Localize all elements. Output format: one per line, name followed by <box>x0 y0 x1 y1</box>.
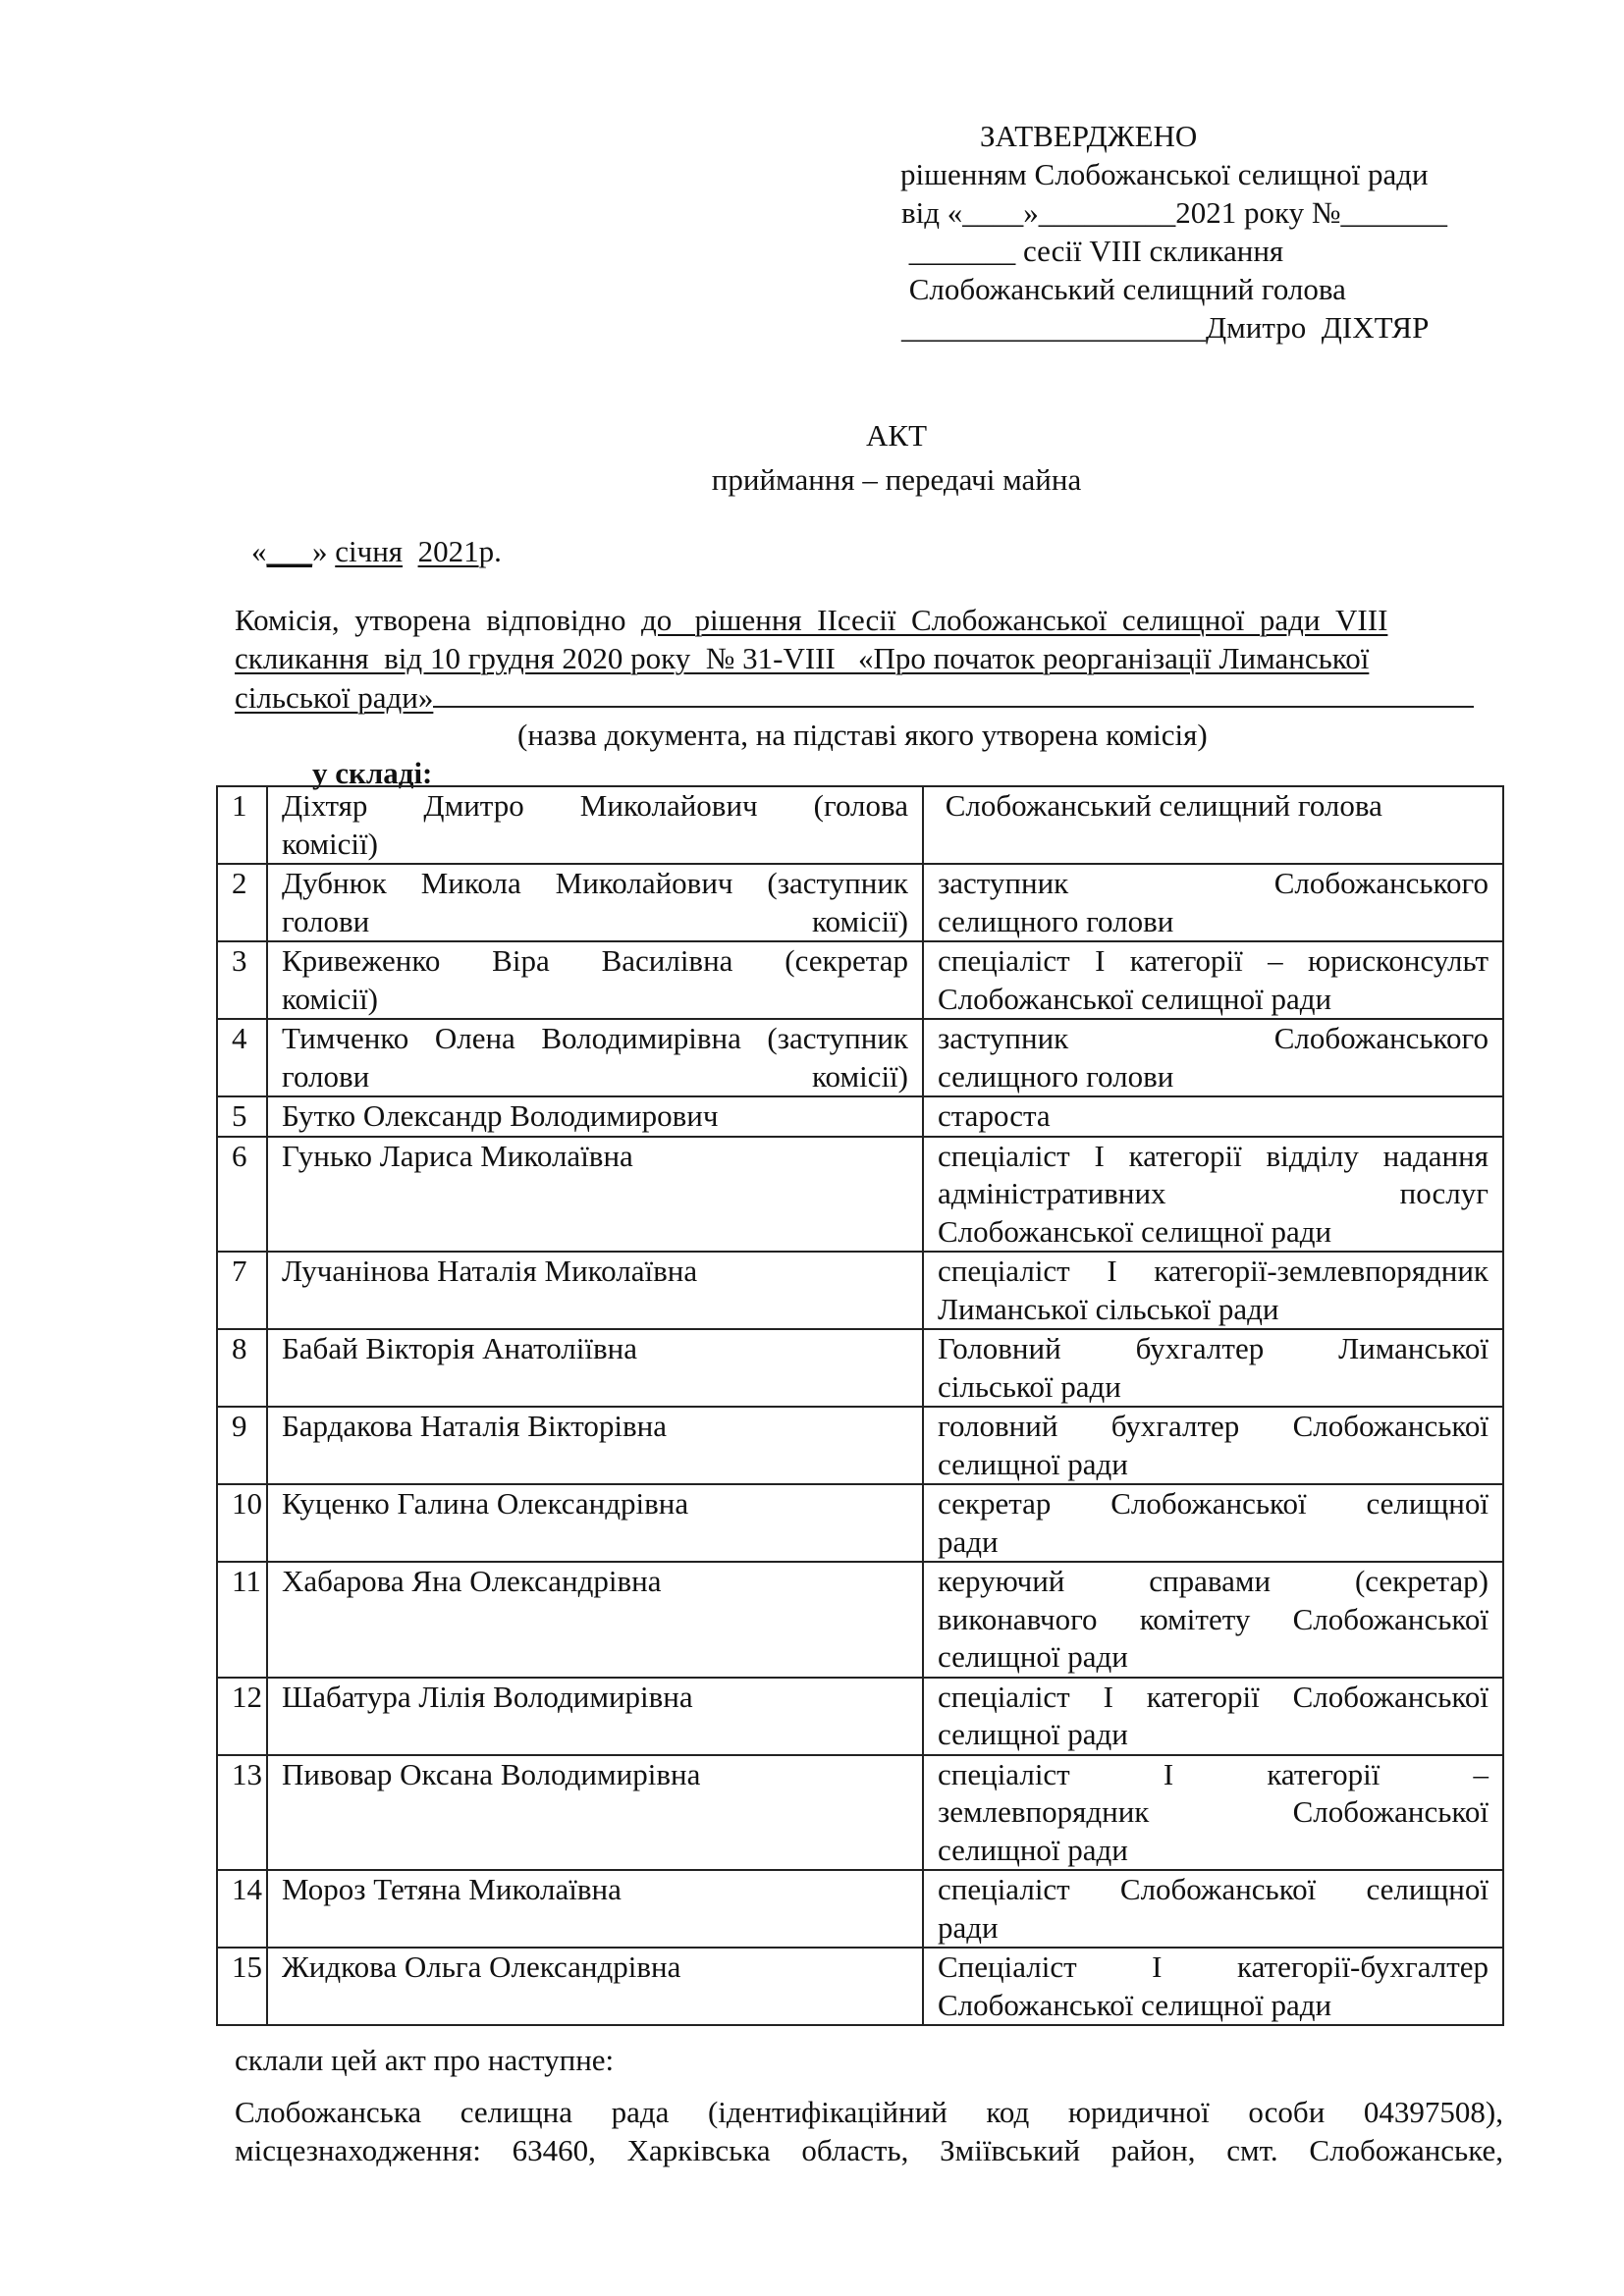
member-position-line: Слобожанської селищної ради <box>938 1213 1332 1249</box>
member-position-line: спеціаліст Слобожанської селищної <box>938 1872 1489 1906</box>
member-position-line: ради <box>938 1909 999 1945</box>
member-name <box>267 1948 923 2025</box>
member-position <box>923 1484 1503 1562</box>
member-position-line: Слобожанський селищний голова <box>938 788 1382 823</box>
member-name <box>267 941 923 1019</box>
member-number: 3 <box>217 941 267 1019</box>
member-position-line: керуючий справами (секретар) <box>938 1564 1489 1598</box>
approval-signer-title: Слобожанський селищний голова <box>901 272 1346 306</box>
member-position-line: виконавчого комітету Слобожанської <box>938 1601 1489 1636</box>
member-name <box>267 786 923 864</box>
member-position <box>923 864 1503 941</box>
member-name-line: комісії) <box>282 981 378 1016</box>
member-row <box>217 1870 1503 1948</box>
member-name-line: Бутко Олександр Володимирович <box>282 1098 719 1133</box>
member-name <box>267 1019 923 1096</box>
date-day-blank: ___ <box>266 534 312 568</box>
member-row <box>217 1407 1503 1484</box>
composition-label: у складі: <box>312 756 433 790</box>
member-number: 10 <box>217 1484 267 1562</box>
member-position-line: Головний бухгалтер Лиманської <box>938 1331 1489 1365</box>
member-name-line: комісії) <box>282 826 378 861</box>
member-position <box>923 1678 1503 1755</box>
approval-session-line: _______ сесії VIII скликання <box>901 234 1284 268</box>
member-position-line: селищної ради <box>938 1832 1128 1867</box>
member-position-line: спеціаліст І категорії Слобожанської <box>938 1679 1489 1714</box>
member-position-line: сільської ради <box>938 1368 1121 1404</box>
member-name-line: Шабатура Лілія Володимирівна <box>282 1679 693 1714</box>
member-position-line: ради <box>938 1523 999 1559</box>
council-details-line-2: місцезнаходження: 63460, Харківська область, Зміївський район, смт. Слобожанське, <box>235 2133 1503 2167</box>
member-number: 6 <box>217 1137 267 1253</box>
member-name-line: голови комісії) <box>282 903 908 938</box>
member-position-line: заступник Слобожанського <box>938 866 1489 900</box>
date-suffix: р. <box>478 534 502 568</box>
member-row <box>217 786 1503 864</box>
member-name-line: Тимченко Олена Володимирівна (заступник <box>282 1021 908 1055</box>
member-position-line: селищної ради <box>938 1446 1128 1481</box>
member-name-line: Кривеженко Віра Василівна (секретар <box>282 943 908 978</box>
member-name <box>267 1137 923 1253</box>
member-position <box>923 1329 1503 1407</box>
approval-signature-line <box>901 309 1429 347</box>
act-intro-text: склали цей акт про наступне: <box>235 2043 615 2077</box>
member-name <box>267 1678 923 1755</box>
member-row <box>217 1137 1503 1253</box>
member-position-line: адміністративних послуг <box>938 1176 1489 1210</box>
member-name-line: Мороз Тетяна Миколаївна <box>282 1872 622 1906</box>
member-row <box>217 1755 1503 1871</box>
member-position-line: селищного голови <box>938 1058 1174 1094</box>
approval-decision-line: рішенням Слобожанської селищної ради <box>900 157 1429 191</box>
member-position <box>923 941 1503 1019</box>
member-position <box>923 1870 1503 1948</box>
document-name-note: (назва документа, на підставі якого утворена комісія) <box>517 718 1208 752</box>
member-row <box>217 1678 1503 1755</box>
member-name-line: Пивовар Оксана Володимирівна <box>282 1756 701 1791</box>
member-position <box>923 786 1503 864</box>
member-row <box>217 1329 1503 1407</box>
member-row <box>217 1484 1503 1562</box>
approval-title: ЗАТВЕРДЖЕНО <box>980 119 1198 153</box>
date-close-quote: » <box>312 534 336 568</box>
member-position-line: Спеціаліст І категорії-бухгалтер <box>938 1949 1489 1984</box>
member-name <box>267 1329 923 1407</box>
member-position <box>923 1948 1503 2025</box>
member-row <box>217 1019 1503 1096</box>
member-position-line: селищного голови <box>938 903 1174 938</box>
member-name-line: Діхтяр Дмитро Миколайович (голова <box>282 788 908 823</box>
member-position-line: Лиманської сільської ради <box>938 1291 1279 1326</box>
member-position-line: староста <box>938 1098 1051 1133</box>
member-number: 12 <box>217 1678 267 1755</box>
date-year: 2021 <box>417 534 479 568</box>
member-number: 14 <box>217 1870 267 1948</box>
member-number: 2 <box>217 864 267 941</box>
member-position <box>923 1252 1503 1329</box>
member-position-line: секретар Слобожанської селищної <box>938 1486 1489 1521</box>
council-details-line-1: Слобожанська селищна рада (ідентифікаційний код юридичної особи 04397508), <box>235 2095 1503 2129</box>
act-subtitle: приймання – передачі майна <box>711 462 1082 497</box>
date-month: січня <box>335 534 404 568</box>
member-position-line: Слобожанської селищної ради <box>938 981 1332 1016</box>
member-name <box>267 1870 923 1948</box>
member-row <box>217 864 1503 941</box>
commission-line-1 <box>235 602 1503 639</box>
act-title: АКТ <box>866 418 927 453</box>
member-row <box>217 1562 1503 1678</box>
member-number: 5 <box>217 1096 267 1137</box>
decision-reference-part2: скликання від 10 грудня 2020 року № 31-VIII «Про початок реорганізації Лиманської <box>235 641 1370 675</box>
act-date <box>251 533 502 570</box>
member-row <box>217 1948 1503 2025</box>
signature-blank: ____________________ <box>901 310 1206 345</box>
commission-members-table <box>216 785 1504 2026</box>
member-name <box>267 1484 923 1562</box>
date-open-quote: « <box>251 534 267 568</box>
commission-intro: Комісія, утворена відповідно <box>235 603 641 637</box>
member-position-line: спеціаліст І категорії – <box>938 1756 1489 1791</box>
decision-reference-part3: сільської ради» <box>235 680 434 715</box>
member-position-line: Слобожанської селищної ради <box>938 1987 1332 2022</box>
member-position <box>923 1096 1503 1137</box>
member-row <box>217 1096 1503 1137</box>
member-number: 15 <box>217 1948 267 2025</box>
member-name-line: Гунько Лариса Миколаївна <box>282 1138 633 1173</box>
member-row <box>217 1252 1503 1329</box>
member-position-line: заступник Слобожанського <box>938 1021 1489 1055</box>
member-number: 8 <box>217 1329 267 1407</box>
member-name <box>267 1562 923 1678</box>
member-name-line: Куценко Галина Олександрівна <box>282 1486 689 1521</box>
member-number: 13 <box>217 1755 267 1871</box>
member-row <box>217 941 1503 1019</box>
commission-line-3 <box>235 678 1474 717</box>
member-position <box>923 1755 1503 1871</box>
member-position-line: спеціаліст І категорії-землевпорядник <box>938 1254 1489 1288</box>
member-name-line: Бабай Вікторія Анатоліївна <box>282 1331 637 1365</box>
member-position-line: спеціаліст І категорії відділу надання <box>938 1138 1489 1173</box>
member-position <box>923 1137 1503 1253</box>
member-number: 1 <box>217 786 267 864</box>
member-number: 7 <box>217 1252 267 1329</box>
member-name-line: Бардакова Наталія Вікторівна <box>282 1409 667 1443</box>
member-position <box>923 1407 1503 1484</box>
member-name-line: Жидкова Ольга Олександрівна <box>282 1949 681 1984</box>
member-name-line: Хабарова Яна Олександрівна <box>282 1564 662 1598</box>
member-position-line: спеціаліст І категорії – юрисконсульт <box>938 943 1489 978</box>
member-name <box>267 1407 923 1484</box>
member-name <box>267 1252 923 1329</box>
member-name-line: голови комісії) <box>282 1058 908 1094</box>
member-name <box>267 1755 923 1871</box>
member-position-line: землевпорядник Слобожанської <box>938 1794 1489 1829</box>
member-number: 9 <box>217 1407 267 1484</box>
approval-date-line: від «____»_________2021 року №_______ <box>901 195 1447 230</box>
member-name <box>267 864 923 941</box>
fill-line <box>433 678 1474 708</box>
member-name <box>267 1096 923 1137</box>
member-position-line: головний бухгалтер Слобожанської <box>938 1409 1489 1443</box>
member-name-line: Дубнюк Микола Миколайович (заступник <box>282 866 908 900</box>
member-position <box>923 1019 1503 1096</box>
member-number: 4 <box>217 1019 267 1096</box>
member-name-line: Лучанінова Наталія Миколаївна <box>282 1254 698 1288</box>
decision-reference-part1: до рішення ІІсесії Слобожанської селищної ради VIII <box>640 603 1388 637</box>
member-number: 11 <box>217 1562 267 1678</box>
member-position <box>923 1562 1503 1678</box>
member-position-line: селищної ради <box>938 1639 1128 1674</box>
member-position-line: селищної ради <box>938 1717 1128 1751</box>
signer-name: Дмитро ДІХТЯР <box>1206 310 1430 345</box>
